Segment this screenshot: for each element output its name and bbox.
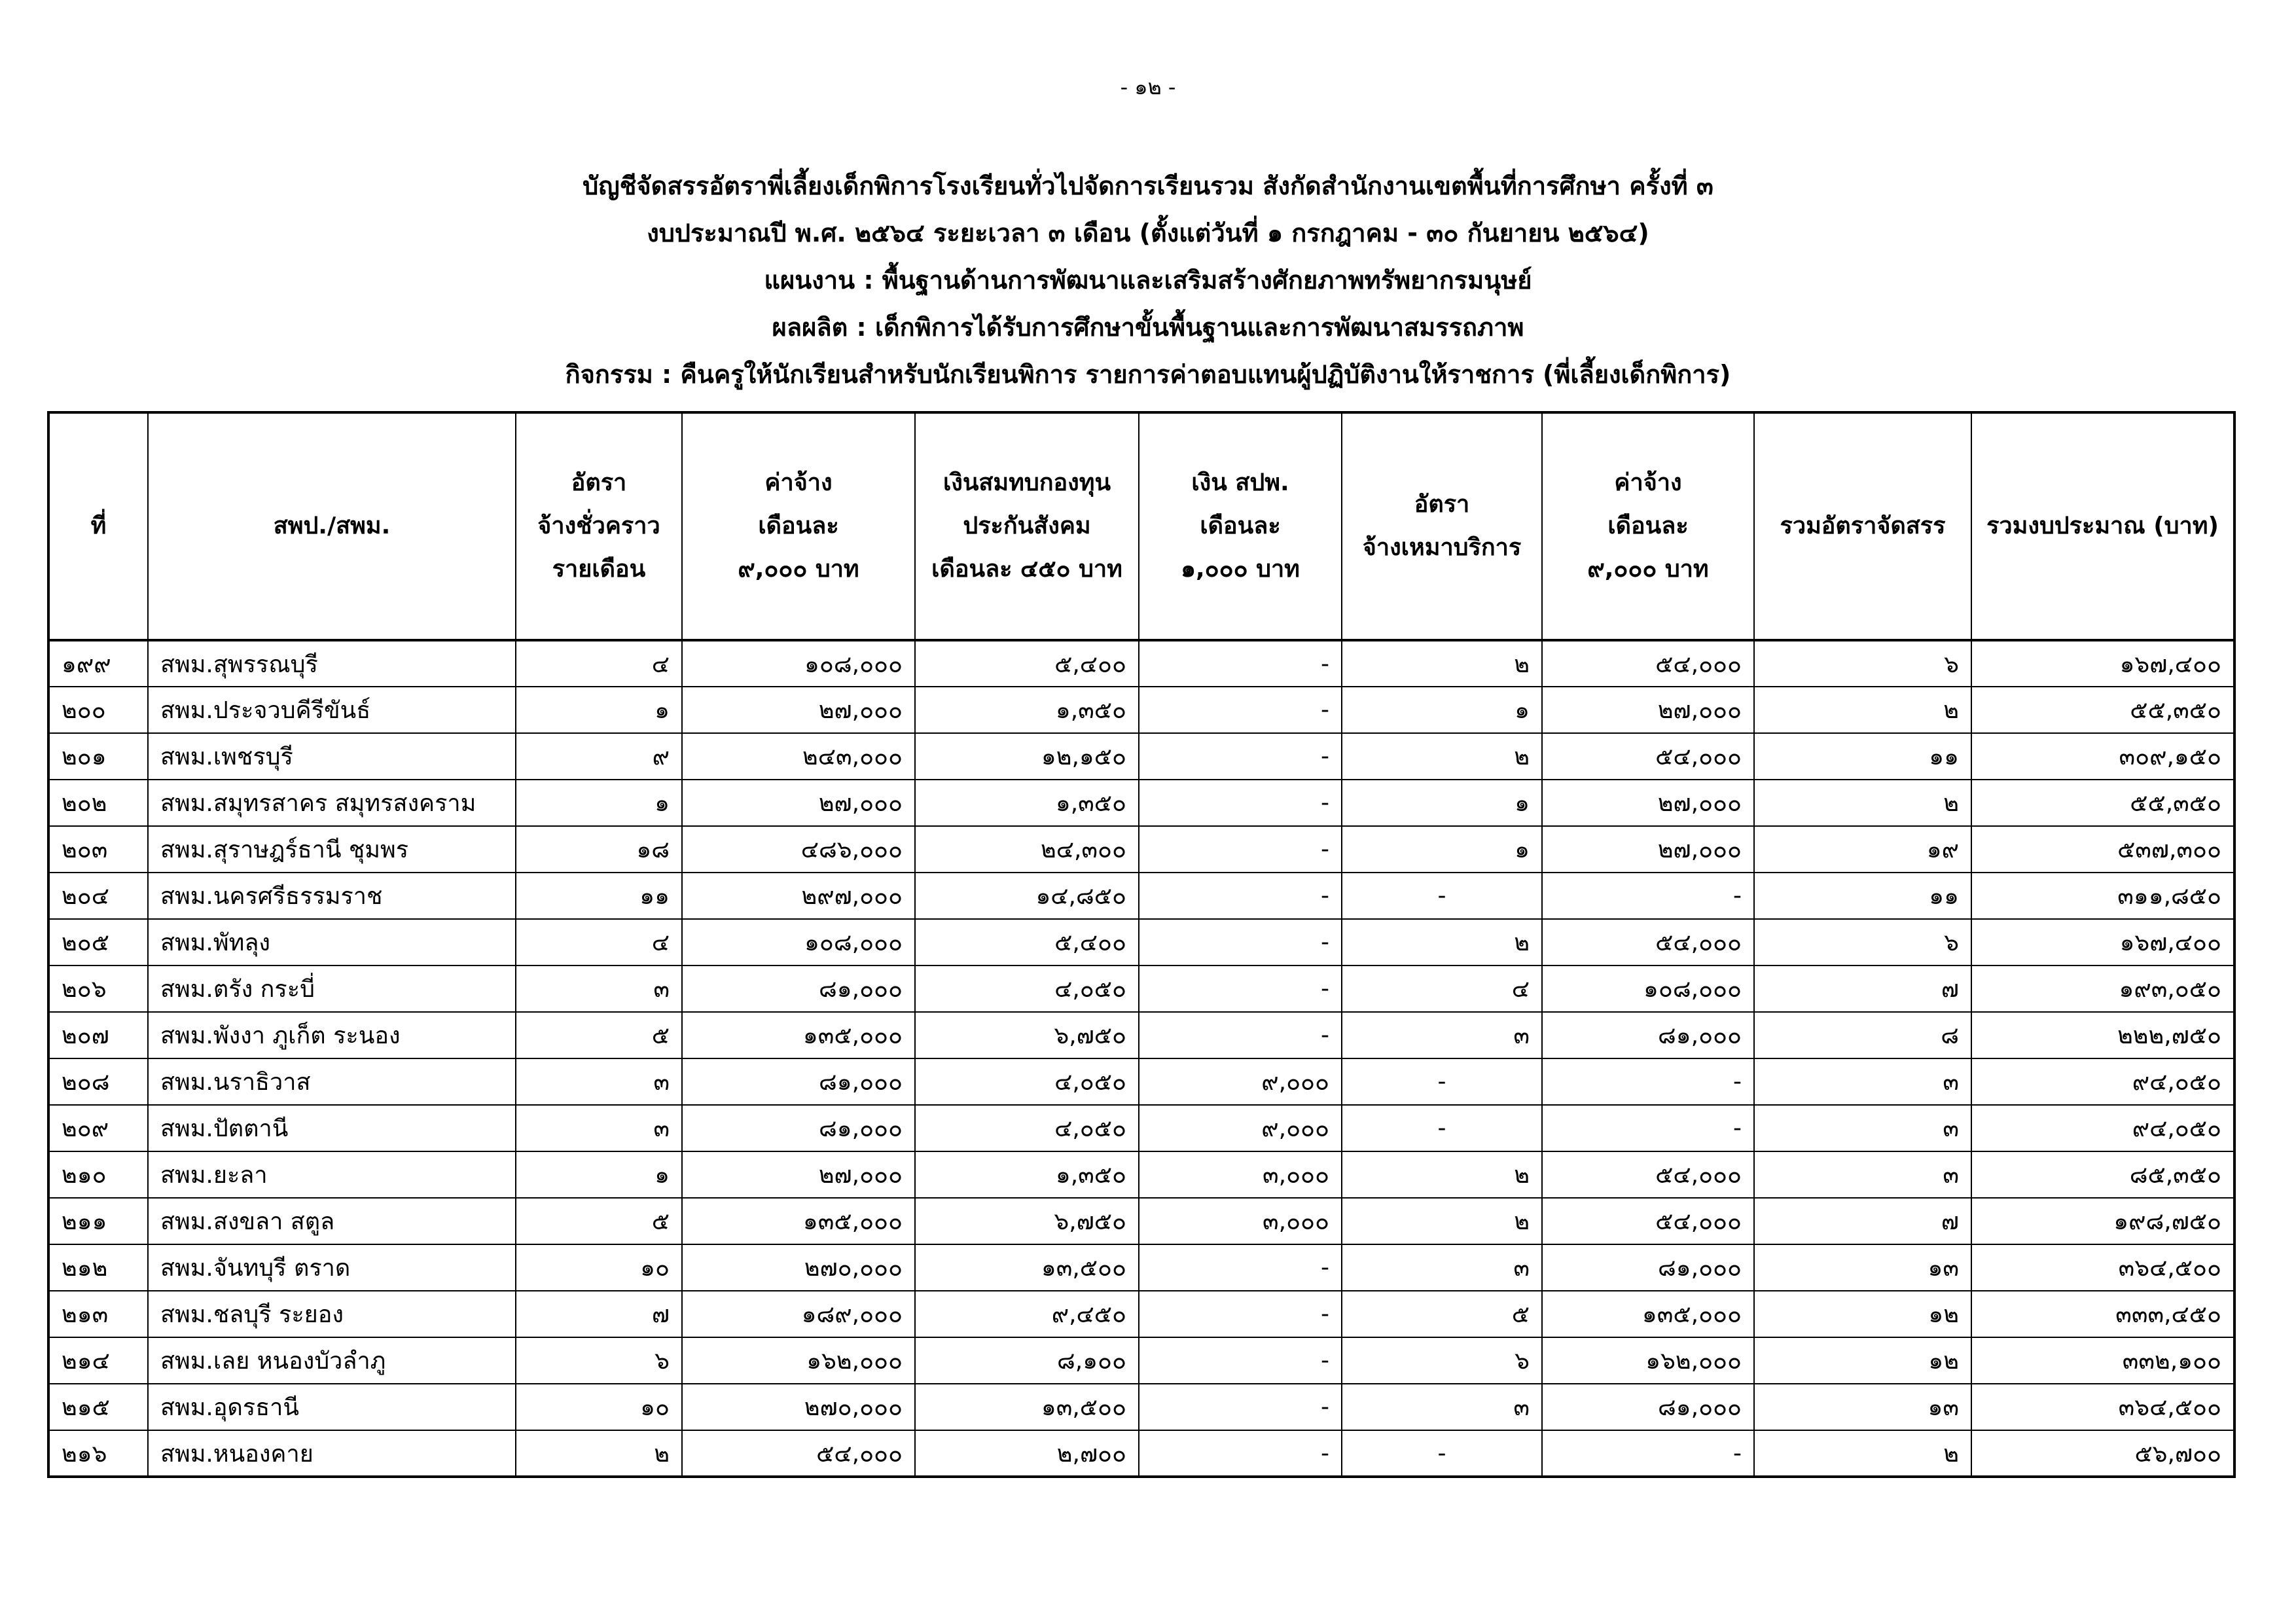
cell-total-rate: ๑๒ [1754, 1291, 1971, 1337]
cell-no: ๒๐๙ [48, 1105, 148, 1151]
cell-office: สพม.ตรัง กระบี่ [148, 965, 516, 1012]
cell-contract-rate: ๑ [1342, 826, 1542, 873]
cell-spp: ๙,๐๐๐ [1139, 1105, 1342, 1151]
cell-wage: ๒๙๗,๐๐๐ [682, 873, 915, 919]
cell-total-budget: ๑๙๓,๐๕๐ [1971, 965, 2234, 1012]
cell-total-rate: ๖ [1754, 919, 1971, 965]
cell-no: ๒๐๔ [48, 873, 148, 919]
cell-total-rate: ๓ [1754, 1058, 1971, 1105]
cell-office: สพม.นราธิวาส [148, 1058, 516, 1105]
cell-total-rate: ๗ [1754, 965, 1971, 1012]
cell-social-security: ๑,๓๕๐ [915, 687, 1139, 733]
cell-social-security: ๒,๗๐๐ [915, 1430, 1139, 1477]
cell-spp: - [1139, 1430, 1342, 1477]
table-header-row [48, 412, 2234, 640]
heading-output: ผลผลิต : เด็กพิการได้รับการศึกษาขั้นพื้นฐานและการพัฒนาสมรรถภาพ [772, 313, 1524, 342]
header-total-budget: รวมงบประมาณ (บาท) [1971, 412, 2234, 640]
table-row [48, 780, 2234, 826]
table-row [48, 826, 2234, 873]
cell-office: สพม.พัทลุง [148, 919, 516, 965]
table-row [48, 1198, 2234, 1244]
cell-spp: - [1139, 919, 1342, 965]
cell-no: ๒๐๑ [48, 733, 148, 780]
cell-contract-rate: ๒ [1342, 1151, 1542, 1198]
header-temp-rate: อัตรา จ้างชั่วคราว รายเดือน [516, 412, 682, 640]
cell-total-rate: ๗ [1754, 1198, 1971, 1244]
cell-total-rate: ๓ [1754, 1151, 1971, 1198]
cell-temp-rate: ๑๐ [516, 1244, 682, 1291]
cell-no: ๒๐๒ [48, 780, 148, 826]
cell-spp: ๙,๐๐๐ [1139, 1058, 1342, 1105]
table-row [48, 1151, 2234, 1198]
cell-total-rate: ๑๑ [1754, 733, 1971, 780]
table-body [48, 640, 2234, 1477]
header-social-security: เงินสมทบกองทุน ประกันสังคม เดือนละ ๔๕๐ บาท [915, 412, 1139, 640]
cell-total-rate: ๓ [1754, 1105, 1971, 1151]
cell-total-rate: ๑๓ [1754, 1384, 1971, 1430]
header-contract-wage: ค่าจ้าง เดือนละ ๙,๐๐๐ บาท [1542, 412, 1754, 640]
cell-wage: ๕๔,๐๐๐ [682, 1430, 915, 1477]
cell-contract-rate: ๑ [1342, 780, 1542, 826]
cell-temp-rate: ๓ [516, 1058, 682, 1105]
cell-social-security: ๔,๐๕๐ [915, 1058, 1139, 1105]
cell-temp-rate: ๓ [516, 1105, 682, 1151]
heading-activity: กิจกรรม : คืนครูให้นักเรียนสำหรับนักเรียนพิการ รายการค่าตอบแทนผู้ปฏิบัติงานให้ราชการ (พี่เลี้ยงเด็กพิการ) [565, 360, 1731, 389]
table-row [48, 733, 2234, 780]
cell-total-rate: ๖ [1754, 640, 1971, 687]
cell-total-budget: ๕๓๗,๓๐๐ [1971, 826, 2234, 873]
cell-office: สพม.สุราษฎร์ธานี ชุมพร [148, 826, 516, 873]
cell-no: ๒๑๕ [48, 1384, 148, 1430]
cell-total-budget: ๓๐๙,๑๕๐ [1971, 733, 2234, 780]
cell-wage: ๘๑,๐๐๐ [682, 965, 915, 1012]
cell-spp: - [1139, 873, 1342, 919]
cell-office: สพม.ปัตตานี [148, 1105, 516, 1151]
cell-no: ๒๑๓ [48, 1291, 148, 1337]
cell-spp: - [1139, 687, 1342, 733]
cell-contract-wage: - [1542, 1058, 1754, 1105]
cell-total-budget: ๓๖๔,๕๐๐ [1971, 1384, 2234, 1430]
cell-no: ๒๑๐ [48, 1151, 148, 1198]
cell-contract-rate: - [1342, 1058, 1542, 1105]
header-spp: เงิน สปพ. เดือนละ ๑,๐๐๐ บาท [1139, 412, 1342, 640]
cell-no: ๒๐๘ [48, 1058, 148, 1105]
cell-total-rate: ๑๓ [1754, 1244, 1971, 1291]
cell-social-security: ๙,๔๕๐ [915, 1291, 1139, 1337]
cell-wage: ๒๗๐,๐๐๐ [682, 1384, 915, 1430]
cell-contract-wage: ๒๗,๐๐๐ [1542, 687, 1754, 733]
cell-contract-wage: ๑๓๕,๐๐๐ [1542, 1291, 1754, 1337]
cell-contract-rate: ๑ [1342, 687, 1542, 733]
cell-office: สพม.พังงา ภูเก็ต ระนอง [148, 1012, 516, 1058]
cell-spp: - [1139, 1337, 1342, 1384]
cell-contract-wage: ๕๔,๐๐๐ [1542, 733, 1754, 780]
cell-wage: ๑๓๕,๐๐๐ [682, 1012, 915, 1058]
cell-temp-rate: ๑ [516, 1151, 682, 1198]
cell-contract-rate: ๓ [1342, 1384, 1542, 1430]
cell-social-security: ๘,๑๐๐ [915, 1337, 1139, 1384]
cell-temp-rate: ๑ [516, 780, 682, 826]
cell-contract-rate: ๕ [1342, 1291, 1542, 1337]
table-row [48, 1244, 2234, 1291]
cell-total-budget: ๓๓๒,๑๐๐ [1971, 1337, 2234, 1384]
cell-contract-rate: ๒ [1342, 1198, 1542, 1244]
cell-wage: ๒๔๓,๐๐๐ [682, 733, 915, 780]
cell-temp-rate: ๓ [516, 965, 682, 1012]
cell-total-budget: ๙๔,๐๕๐ [1971, 1105, 2234, 1151]
cell-total-budget: ๑๙๘,๗๕๐ [1971, 1198, 2234, 1244]
cell-office: สพม.สมุทรสาคร สมุทรสงคราม [148, 780, 516, 826]
header-no: ที่ [48, 412, 148, 640]
cell-contract-rate: ๒ [1342, 733, 1542, 780]
cell-total-budget: ๙๔,๐๕๐ [1971, 1058, 2234, 1105]
cell-contract-wage: ๒๗,๐๐๐ [1542, 780, 1754, 826]
cell-social-security: ๖,๗๕๐ [915, 1198, 1139, 1244]
cell-spp: - [1139, 965, 1342, 1012]
cell-temp-rate: ๑๘ [516, 826, 682, 873]
cell-contract-wage: ๒๗,๐๐๐ [1542, 826, 1754, 873]
cell-contract-rate: ๒ [1342, 640, 1542, 687]
cell-total-budget: ๓๖๔,๕๐๐ [1971, 1244, 2234, 1291]
cell-wage: ๒๗,๐๐๐ [682, 780, 915, 826]
page-number: - ๑๒ - [1120, 75, 1176, 99]
table-row [48, 1012, 2234, 1058]
cell-no: ๒๑๔ [48, 1337, 148, 1384]
cell-total-budget: ๕๕,๓๕๐ [1971, 780, 2234, 826]
cell-temp-rate: ๒ [516, 1430, 682, 1477]
cell-spp: - [1139, 1244, 1342, 1291]
table-row [48, 1058, 2234, 1105]
cell-contract-rate: ๒ [1342, 919, 1542, 965]
cell-spp: - [1139, 826, 1342, 873]
table-row [48, 687, 2234, 733]
cell-social-security: ๖,๗๕๐ [915, 1012, 1139, 1058]
cell-no: ๑๙๙ [48, 640, 148, 687]
cell-office: สพม.เลย หนองบัวลำภู [148, 1337, 516, 1384]
cell-total-rate: ๒ [1754, 1430, 1971, 1477]
cell-contract-wage: ๘๑,๐๐๐ [1542, 1384, 1754, 1430]
heading-title: บัญชีจัดสรรอัตราพี่เลี้ยงเด็กพิการโรงเรียนทั่วไปจัดการเรียนรวม สังกัดสำนักงานเขตพื้นที่การศึกษา ครั้งที่ ๓ [583, 171, 1713, 200]
cell-contract-wage: - [1542, 1105, 1754, 1151]
table-row [48, 919, 2234, 965]
heading-budget-period: งบประมาณปี พ.ศ. ๒๕๖๔ ระยะเวลา ๓ เดือน (ตั้งแต่วันที่ ๑ กรกฎาคม - ๓๐ กันยายน ๒๕๖๔) [647, 219, 1649, 247]
cell-social-security: ๑,๓๕๐ [915, 780, 1139, 826]
cell-total-rate: ๑๑ [1754, 873, 1971, 919]
table-row [48, 873, 2234, 919]
cell-contract-rate: ๔ [1342, 965, 1542, 1012]
table-row [48, 1384, 2234, 1430]
cell-spp: - [1139, 1384, 1342, 1430]
cell-contract-rate: ๓ [1342, 1244, 1542, 1291]
cell-spp: ๓,๐๐๐ [1139, 1198, 1342, 1244]
table-row [48, 1105, 2234, 1151]
cell-social-security: ๒๔,๓๐๐ [915, 826, 1139, 873]
cell-wage: ๔๘๖,๐๐๐ [682, 826, 915, 873]
cell-total-budget: ๒๒๒,๗๕๐ [1971, 1012, 2234, 1058]
cell-social-security: ๔,๐๕๐ [915, 1105, 1139, 1151]
cell-total-budget: ๕๖,๗๐๐ [1971, 1430, 2234, 1477]
cell-wage: ๑๐๘,๐๐๐ [682, 640, 915, 687]
cell-contract-rate: - [1342, 1105, 1542, 1151]
table-row [48, 640, 2234, 687]
cell-contract-wage: ๕๔,๐๐๐ [1542, 1151, 1754, 1198]
cell-spp: - [1139, 1012, 1342, 1058]
cell-temp-rate: ๖ [516, 1337, 682, 1384]
cell-no: ๒๐๐ [48, 687, 148, 733]
header-wage: ค่าจ้าง เดือนละ ๙,๐๐๐ บาท [682, 412, 915, 640]
table-row [48, 965, 2234, 1012]
cell-total-rate: ๑๒ [1754, 1337, 1971, 1384]
cell-no: ๒๐๖ [48, 965, 148, 1012]
cell-office: สพม.ยะลา [148, 1151, 516, 1198]
cell-total-budget: ๑๖๗,๔๐๐ [1971, 640, 2234, 687]
cell-contract-wage: ๘๑,๐๐๐ [1542, 1012, 1754, 1058]
cell-temp-rate: ๑๑ [516, 873, 682, 919]
cell-social-security: ๑๓,๕๐๐ [915, 1384, 1139, 1430]
cell-contract-wage: ๕๔,๐๐๐ [1542, 919, 1754, 965]
cell-total-budget: ๘๕,๓๕๐ [1971, 1151, 2234, 1198]
cell-contract-wage: ๑๖๒,๐๐๐ [1542, 1337, 1754, 1384]
cell-total-budget: ๓๑๑,๘๕๐ [1971, 873, 2234, 919]
cell-total-budget: ๓๓๓,๔๕๐ [1971, 1291, 2234, 1337]
cell-total-rate: ๑๙ [1754, 826, 1971, 873]
cell-social-security: ๑๓,๕๐๐ [915, 1244, 1139, 1291]
cell-spp: - [1139, 1291, 1342, 1337]
cell-total-rate: ๘ [1754, 1012, 1971, 1058]
cell-wage: ๘๑,๐๐๐ [682, 1058, 915, 1105]
cell-temp-rate: ๕ [516, 1012, 682, 1058]
cell-contract-rate: - [1342, 873, 1542, 919]
header-contract-rate: อัตรา จ้างเหมาบริการ [1342, 412, 1542, 640]
cell-temp-rate: ๑ [516, 687, 682, 733]
cell-office: สพม.ประจวบคีรีขันธ์ [148, 687, 516, 733]
cell-no: ๒๐๕ [48, 919, 148, 965]
cell-office: สพม.เพชรบุรี [148, 733, 516, 780]
cell-social-security: ๑๔,๘๕๐ [915, 873, 1139, 919]
cell-office: สพม.อุดรธานี [148, 1384, 516, 1430]
cell-temp-rate: ๔ [516, 919, 682, 965]
table-row [48, 1291, 2234, 1337]
cell-no: ๒๐๗ [48, 1012, 148, 1058]
cell-social-security: ๑,๓๕๐ [915, 1151, 1139, 1198]
cell-temp-rate: ๑๐ [516, 1384, 682, 1430]
cell-temp-rate: ๗ [516, 1291, 682, 1337]
cell-wage: ๒๗๐,๐๐๐ [682, 1244, 915, 1291]
cell-contract-rate: - [1342, 1430, 1542, 1477]
cell-contract-wage: ๕๔,๐๐๐ [1542, 1198, 1754, 1244]
cell-no: ๒๐๓ [48, 826, 148, 873]
cell-total-budget: ๕๕,๓๕๐ [1971, 687, 2234, 733]
cell-spp: ๓,๐๐๐ [1139, 1151, 1342, 1198]
cell-wage: ๑๓๕,๐๐๐ [682, 1198, 915, 1244]
cell-office: สพม.สุพรรณบุรี [148, 640, 516, 687]
cell-temp-rate: ๙ [516, 733, 682, 780]
cell-contract-wage: ๕๔,๐๐๐ [1542, 640, 1754, 687]
cell-contract-wage: - [1542, 1430, 1754, 1477]
header-total-rate: รวมอัตราจัดสรร [1754, 412, 1971, 640]
header-office: สพป./สพม. [148, 412, 516, 640]
cell-office: สพม.จันทบุรี ตราด [148, 1244, 516, 1291]
cell-contract-wage: ๘๑,๐๐๐ [1542, 1244, 1754, 1291]
cell-wage: ๑๖๒,๐๐๐ [682, 1337, 915, 1384]
allocation-table [47, 411, 2236, 1478]
cell-no: ๒๑๖ [48, 1430, 148, 1477]
cell-contract-wage: ๑๐๘,๐๐๐ [1542, 965, 1754, 1012]
cell-total-rate: ๒ [1754, 780, 1971, 826]
cell-social-security: ๕,๔๐๐ [915, 640, 1139, 687]
cell-office: สพม.นครศรีธรรมราช [148, 873, 516, 919]
cell-office: สพม.หนองคาย [148, 1430, 516, 1477]
cell-spp: - [1139, 780, 1342, 826]
cell-office: สพม.ชลบุรี ระยอง [148, 1291, 516, 1337]
cell-spp: - [1139, 640, 1342, 687]
cell-office: สพม.สงขลา สตูล [148, 1198, 516, 1244]
cell-social-security: ๕,๔๐๐ [915, 919, 1139, 965]
table-row [48, 1430, 2234, 1477]
cell-wage: ๒๗,๐๐๐ [682, 687, 915, 733]
cell-no: ๒๑๑ [48, 1198, 148, 1244]
document-heading [0, 162, 2296, 398]
heading-plan: แผนงาน : พื้นฐานด้านการพัฒนาและเสริมสร้างศักยภาพทรัพยากรมนุษย์ [764, 266, 1532, 295]
cell-spp: - [1139, 733, 1342, 780]
cell-wage: ๒๗,๐๐๐ [682, 1151, 915, 1198]
cell-wage: ๑๐๘,๐๐๐ [682, 919, 915, 965]
cell-social-security: ๔,๐๕๐ [915, 965, 1139, 1012]
cell-no: ๒๑๒ [48, 1244, 148, 1291]
cell-contract-rate: ๓ [1342, 1012, 1542, 1058]
cell-temp-rate: ๕ [516, 1198, 682, 1244]
cell-contract-wage: - [1542, 873, 1754, 919]
cell-wage: ๑๘๙,๐๐๐ [682, 1291, 915, 1337]
cell-contract-rate: ๖ [1342, 1337, 1542, 1384]
cell-social-security: ๑๒,๑๕๐ [915, 733, 1139, 780]
cell-temp-rate: ๔ [516, 640, 682, 687]
table-row [48, 1337, 2234, 1384]
cell-total-rate: ๒ [1754, 687, 1971, 733]
cell-total-budget: ๑๖๗,๔๐๐ [1971, 919, 2234, 965]
cell-wage: ๘๑,๐๐๐ [682, 1105, 915, 1151]
